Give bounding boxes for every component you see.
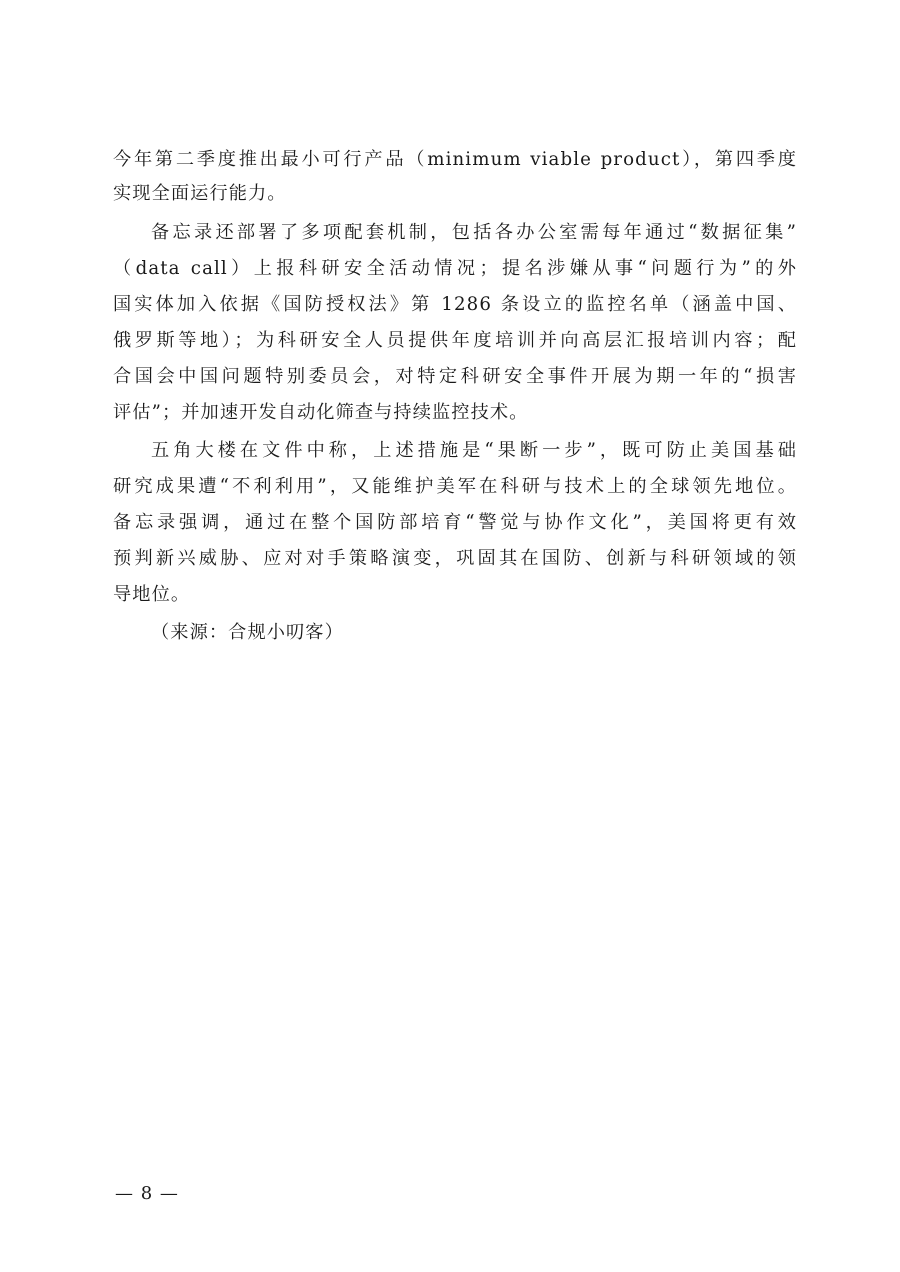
paragraph-3-line-3: 备忘录强调，通过在整个国防部培育“警觉与协作文化”，美国将更有效	[113, 512, 797, 533]
paragraph-3-line-4: 预判新兴威胁、应对对手策略演变，巩固其在国防、创新与科研领域的领	[113, 548, 797, 569]
paragraph-2-line-2: （data call）上报科研安全活动情况；提名涉嫌从事“问题行为”的外	[113, 258, 797, 279]
page-number: — 8 —	[115, 1183, 179, 1204]
paragraph-2-line-1: 备忘录还部署了多项配套机制，包括各办公室需每年通过“数据征集”	[151, 222, 797, 243]
paragraph-2-line-3: 国实体加入依据《国防授权法》第 1286 条设立的监控名单（涵盖中国、	[113, 294, 797, 315]
paragraph-3-line-2: 研究成果遭“不利利用”，又能维护美军在科研与技术上的全球领先地位。	[113, 476, 797, 497]
source-note: （来源：合规小叨客）	[151, 622, 344, 643]
paragraph-1-line-2: 实现全面运行能力。	[113, 183, 287, 204]
paragraph-2-line-5: 合国会中国问题特别委员会，对特定科研安全事件开展为期一年的“损害	[113, 366, 797, 387]
paragraph-2-line-4: 俄罗斯等地）；为科研安全人员提供年度培训并向高层汇报培训内容；配	[113, 330, 797, 351]
paragraph-2-line-6: 评估”；并加速开发自动化筛查与持续监控技术。	[113, 402, 529, 423]
paragraph-1-line-1: 今年第二季度推出最小可行产品（minimum viable product），第四季度	[113, 149, 797, 170]
paragraph-3-line-5: 导地位。	[113, 584, 191, 605]
paragraph-3-line-1: 五角大楼在文件中称，上述措施是“果断一步”，既可防止美国基础	[151, 440, 797, 461]
